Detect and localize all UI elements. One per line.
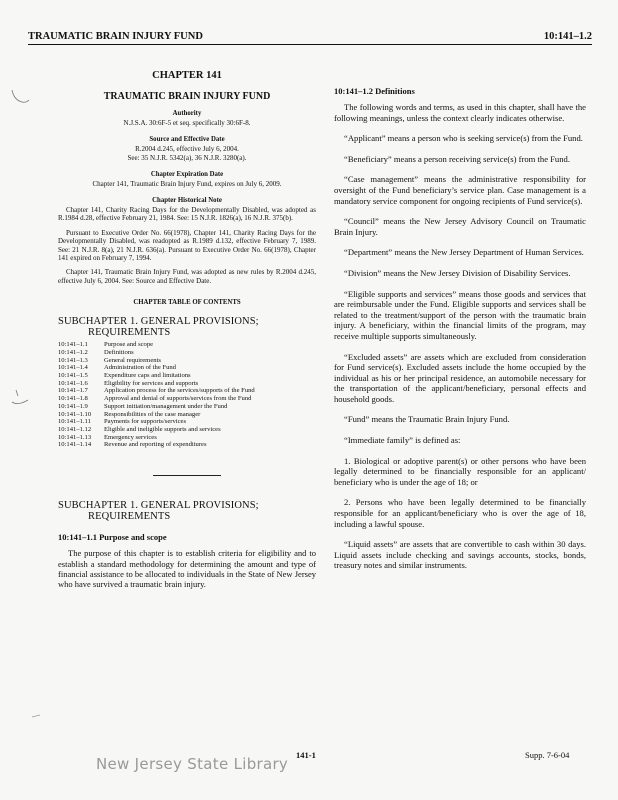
toc-title: CHAPTER TABLE OF CONTENTS [133,299,241,307]
definition-paragraph: “Council” means the New Jersey Advisory Council on Traumatic Brain Injury. [334,216,586,237]
definition-paragraph: “Applicant” means a person who is seeking service(s) from the Fund. [344,133,583,144]
section-heading: 10:141–1.1 Purpose and scope [58,532,167,543]
section-paragraph: The purpose of this chapter is to establish criteria for eligibility and to establish a standard methodology for determining the amount and type of financial assistance to be allocated to individuals in the State of New Jersey who have survived a traumatic brain injury. [58,548,316,590]
subchapter-line: REQUIREMENTS [88,511,171,523]
toc-number: 10:141–1.3 [58,356,88,364]
left-column [58,70,316,597]
toc-title-text: Purpose and scope [104,341,154,349]
history-paragraph: Chapter 141, Charity Racing Days for the Developmentally Disabled, was adopted as R.1984 d.28, effective February 21, 1984. See: 15 N.J.R. 1826(a), 16 N.J.R. 375(b). [58,206,316,223]
toc-item[interactable] [58,441,316,449]
toc-number: 10:141–1.7 [58,387,88,395]
toc-title-text: Eligible and ineligible supports and services [104,425,221,433]
toc-title-text: Eligibility for services and supports [104,379,199,387]
authority-heading: Authority [172,110,202,117]
source-heading: Source and Effective Date [149,136,225,143]
toc-item[interactable] [58,372,316,380]
chapter-title: CHAPTER 141 [152,70,222,81]
margin-mark-icon [30,705,54,729]
history-paragraph: Chapter 141, Traumatic Brain Injury Fund, was adopted as new rules by R.2004 d.245, effective July 6, 2004. See: Source and Effective Date. [58,268,316,285]
toc-number: 10:141–1.11 [58,418,91,426]
page-number: 141-1 [296,750,316,760]
toc-subchapter-heading [58,316,316,338]
supplement-date: Supp. 7-6-04 [525,750,570,760]
toc-item[interactable] [58,403,316,411]
definition-paragraph: “Excluded assets” are assets which are excluded from consideration for Fund service(s). Excluded assets include the home occupied by the individual as his or her principal residence, an automobile necessary for the transportation of the applicant/beneficiary, personal effects and household goods. [334,351,586,404]
section-divider [153,475,221,476]
definition-paragraph: The following words and terms, as used in this chapter, shall have the following meanings, unless the context clearly indicates otherwise. [334,102,586,123]
toc-number: 10:141–1.1 [58,341,88,349]
toc-number: 10:141–1.5 [58,372,88,380]
toc-title-text: Payments for supports/services [104,418,187,426]
toc-number: 10:141–1.10 [58,410,92,418]
definition-list-item: 2. Persons who have been legally determined to be financially responsible for an applicant/beneficiary who is over the age of 18, including a lawful spouse. [334,497,586,529]
toc-item[interactable] [58,387,316,395]
toc-number: 10:141–1.13 [58,433,92,441]
definition-paragraph: “Division” means the New Jersey Division of Disability Services. [344,267,571,278]
header-title: TRAUMATIC BRAIN INJURY FUND [28,31,203,42]
toc-number: 10:141–1.12 [58,425,92,433]
running-header [28,28,592,45]
toc-number: 10:141–1.9 [58,402,88,410]
expiration-text: Chapter 141, Traumatic Brain Injury Fund, expires on July 6, 2009. [92,180,282,188]
definition-paragraph: “Eligible supports and services” means those goods and services that are reimbursable under the Fund. Eligible supports and services shall be related to the treatment/support of the person with the traumatic brain injury. A beneficiary, within the financial limits of the program, may receive multiple supports simultaneously. [334,288,586,341]
toc-title-text: Responsibilities of the case manager [104,410,201,418]
toc-title-text: Approval and denial of supports/services from the Fund [104,395,252,403]
definition-list-item: 1. Biological or adoptive parent(s) or other persons who have been legally determined to be financially responsible for an applicant/ beneficiary who is under the age of 18; or [334,455,586,487]
library-watermark: New Jersey State Library [96,755,289,773]
source-text: R.2004 d.245, effective July 6, 2004. [135,145,239,153]
toc-title-text: Support initiation/management under the Fund [104,402,228,410]
section-heading: 10:141–1.2 Definitions [334,86,415,96]
right-column [334,86,586,581]
definition-paragraph: “Department” means the New Jersey Department of Human Services. [344,247,584,258]
toc-title-text: General requirements [104,356,161,364]
toc-subchapter-line: REQUIREMENTS [88,327,171,339]
toc-number: 10:141–1.4 [58,364,88,372]
toc-number: 10:141–1.6 [58,379,88,387]
definition-paragraph: “Case management” means the administrative responsibility for oversight of the Fund beneficiary’s service plan. Case management is a mandatory service component for ongoing recipients of Fund service(s). [334,174,586,206]
toc-item[interactable] [58,364,316,372]
toc-title-text: Emergency services [104,433,157,441]
chapter-name: TRAUMATIC BRAIN INJURY FUND [103,91,271,102]
history-paragraph: Pursuant to Executive Order No. 66(1978), Chapter 141, Charity Racing Days for the Developmentally Disabled, was readopted as R.1989 d.132, effective February 7, 1989. See: 21 N.J.R. 8(a), 21 N.J.R. 636(a). Pursuant to Executive Order No. 66(1978), Chapter 141 expired on February 7, 1994. [58,228,316,263]
definition-paragraph: “Immediate family” is defined as: [344,435,461,446]
margin-mark-icon [8,86,32,110]
toc-title-text: Definitions [104,348,134,356]
toc-title-text: Expenditure caps and limitations [104,372,191,380]
toc-item[interactable] [58,349,316,357]
toc-item[interactable] [58,426,316,434]
history-heading: Chapter Historical Note [152,197,222,204]
definition-paragraph: “Liquid assets” are assets that are convertible to cash within 30 days. Liquid assets include checking and savings accounts, stocks, bonds, treasury notes and similar instruments. [334,539,586,571]
toc-item[interactable] [58,418,316,426]
authority-text: N.J.S.A. 30:6F-5 et seq. specifically 30:6F-8. [123,119,251,127]
subchapter-line: SUBCHAPTER 1. GENERAL PROVISIONS; [58,500,259,512]
toc-number: 10:141–1.8 [58,395,88,403]
subchapter-heading [58,500,316,522]
definition-paragraph: “Fund” means the Traumatic Brain Injury Fund. [344,414,510,425]
toc-item[interactable] [58,357,316,365]
toc-item[interactable] [58,434,316,442]
toc-item[interactable] [58,395,316,403]
toc-title-text: Administration of the Fund [104,364,176,372]
source-text: See: 35 N.J.R. 5342(a), 36 N.J.R. 3280(a). [127,154,247,162]
definition-paragraph: “Beneficiary” means a person receiving service(s) from the Fund. [344,153,570,164]
toc-item[interactable] [58,341,316,349]
toc-title-text: Revenue and reporting of expenditures [104,441,207,449]
toc-item[interactable] [58,380,316,388]
expiration-heading: Chapter Expiration Date [150,171,224,178]
toc-subchapter-line: SUBCHAPTER 1. GENERAL PROVISIONS; [58,316,259,328]
margin-mark-icon [8,388,32,412]
toc-number: 10:141–1.14 [58,441,92,449]
toc-item[interactable] [58,411,316,419]
toc-number: 10:141–1.2 [58,348,88,356]
header-section-number: 10:141–1.2 [543,31,592,42]
toc-title-text: Application process for the services/supports of the Fund [104,387,255,395]
toc-list [58,341,316,449]
